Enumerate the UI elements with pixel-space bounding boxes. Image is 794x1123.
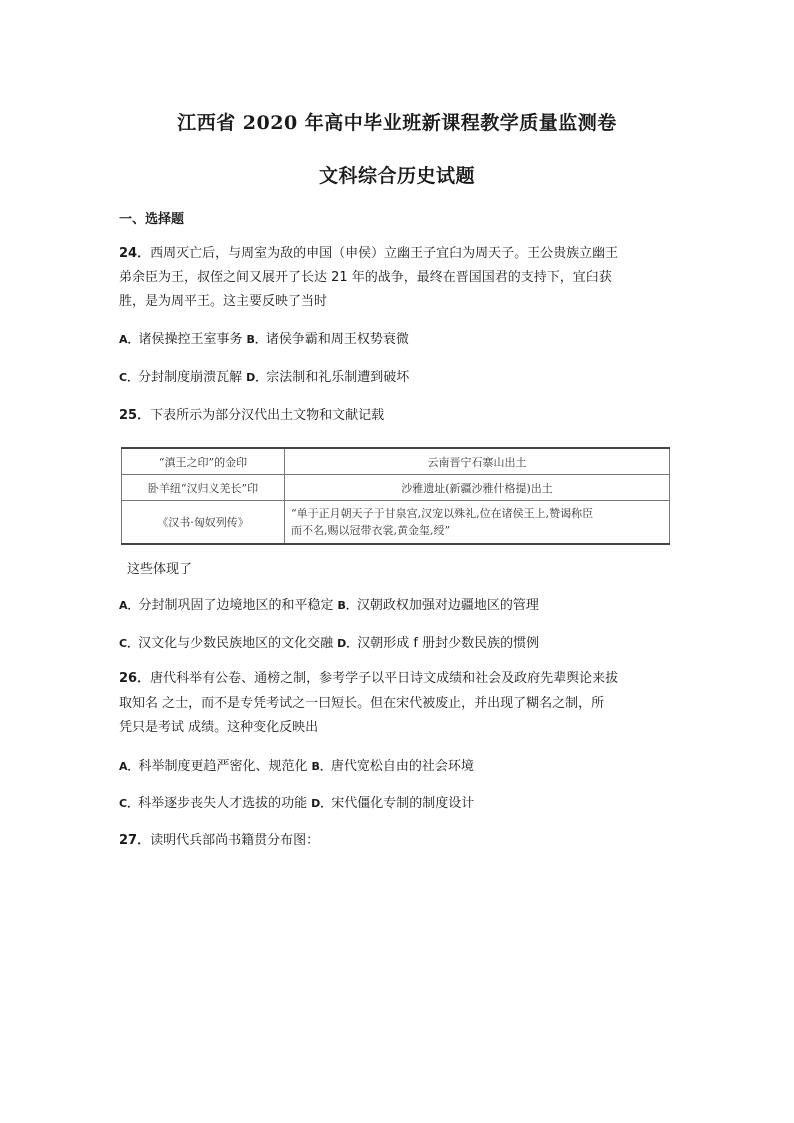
q25-options-ab xyxy=(119,594,679,617)
q24-option-a-letter: A． xyxy=(119,333,139,346)
table-cell-item: “滇王之印”的金印 xyxy=(122,448,285,475)
q25-number: 25． xyxy=(119,408,151,423)
q24-option-c: 分封制度崩溃瓦解 xyxy=(138,370,243,385)
q24-option-d: 宗法制和礼乐制遭到破坏 xyxy=(266,370,410,385)
table-cell-desc-line2: 而不名,赐以冠带衣裳,黄金玺,绶” xyxy=(291,524,451,537)
table-cell-item: 《汉书·匈奴列传》 xyxy=(122,501,285,545)
table-cell-desc-line1: “单于正月朝天子于甘泉宫,汉宠以殊礼,位在诸侯王上,赞谒称臣 xyxy=(291,507,594,520)
table-row xyxy=(122,475,670,501)
q27-number: 27． xyxy=(119,833,151,848)
table-cell-desc xyxy=(285,501,670,545)
table-cell-item: 卧羊纽“汉归义羌长”印 xyxy=(122,475,285,501)
q26-options-ab xyxy=(119,755,679,778)
q24-options-ab xyxy=(119,328,679,351)
q25-followup: 这些体现了 xyxy=(127,562,193,577)
artifact-table xyxy=(121,447,670,545)
q25-option-c: 汉文化与少数民族地区的文化交融 xyxy=(138,636,334,651)
table-row xyxy=(122,501,670,545)
q26-option-c: 科举逐步丧失人才选拔的功能 xyxy=(138,796,308,811)
q24-option-b-letter: B． xyxy=(246,333,266,346)
q25-option-d: 汉朝形成 f 册封少数民族的惯例 xyxy=(357,636,540,651)
q25-option-b-letter: B． xyxy=(337,599,357,612)
q24-options-cd xyxy=(119,366,679,389)
q26-stem-line3: 凭只是考试 成绩。这种变化反映出 xyxy=(119,720,319,735)
q26-options-cd xyxy=(119,792,679,815)
q25-option-c-letter: C． xyxy=(119,637,139,650)
q26-option-b-letter: B． xyxy=(311,760,331,773)
exam-subtitle: 文科综合历史试题 xyxy=(318,165,475,187)
q24-number: 24． xyxy=(119,246,151,261)
q24-stem-line1: 24．西周灭亡后，与周室为敌的申国（申侯）立幽王子宜臼为周天子。王公贵族立幽王 xyxy=(119,246,619,261)
q25-option-d-letter: D． xyxy=(337,637,358,650)
section-heading: 一、选择题 xyxy=(119,212,185,227)
q24-stem-line2: 弟余臣为王，叔侄之间又展开了长达 21 年的战争，最终在晋国国君的支持下，宜臼获 xyxy=(119,270,612,285)
q26-option-b: 唐代宽松自由的社会环境 xyxy=(330,759,474,774)
q26-option-d-letter: D． xyxy=(311,797,332,810)
q26-stem-line2: 取知名 之士，而不是专凭考试之一曰短长。但在宋代被废止，并出现了糊名之制，所 xyxy=(119,696,605,711)
q25-option-b: 汉朝政权加强对边疆地区的管理 xyxy=(356,598,539,613)
q24-stem-line3: 胜，是为周平王。这主要反映了当时 xyxy=(119,294,328,309)
q24-option-d-letter: D． xyxy=(246,371,267,384)
table-row xyxy=(122,448,670,475)
q25-option-a-letter: A． xyxy=(119,599,139,612)
q27-stem: 27．读明代兵部尚书籍贯分布图： xyxy=(119,833,320,848)
q24-option-a: 诸侯操控王室事务 xyxy=(138,332,243,347)
q26-option-c-letter: C． xyxy=(119,797,139,810)
q26-stem-line1: 26．唐代科举有公卷、通榜之制，参考学子以平日诗文成绩和社会及政府先辈舆论来拔 xyxy=(119,671,619,686)
q26-option-d: 宋代僵化专制的制度设计 xyxy=(331,796,475,811)
q26-option-a: 科举制度更趋严密化、规范化 xyxy=(138,759,308,774)
q26-number: 26． xyxy=(119,671,151,686)
q24-option-b: 诸侯争霸和周王权势衰微 xyxy=(265,332,409,347)
q25-options-cd xyxy=(119,632,679,655)
table-cell-desc: 云南晋宁石寨山出土 xyxy=(285,448,670,475)
table-cell-desc: 沙雅遗址(新疆沙雅什格提)出土 xyxy=(285,475,670,501)
q26-option-a-letter: A． xyxy=(119,760,139,773)
q25-option-a: 分封制巩固了边境地区的和平稳定 xyxy=(138,598,334,613)
q25-stem: 25．下表所示为部分汉代出土文物和文献记载 xyxy=(119,408,385,423)
q24-option-c-letter: C． xyxy=(119,371,139,384)
exam-title: 江西省 2020 年高中毕业班新课程教学质量监测卷 xyxy=(177,112,617,134)
